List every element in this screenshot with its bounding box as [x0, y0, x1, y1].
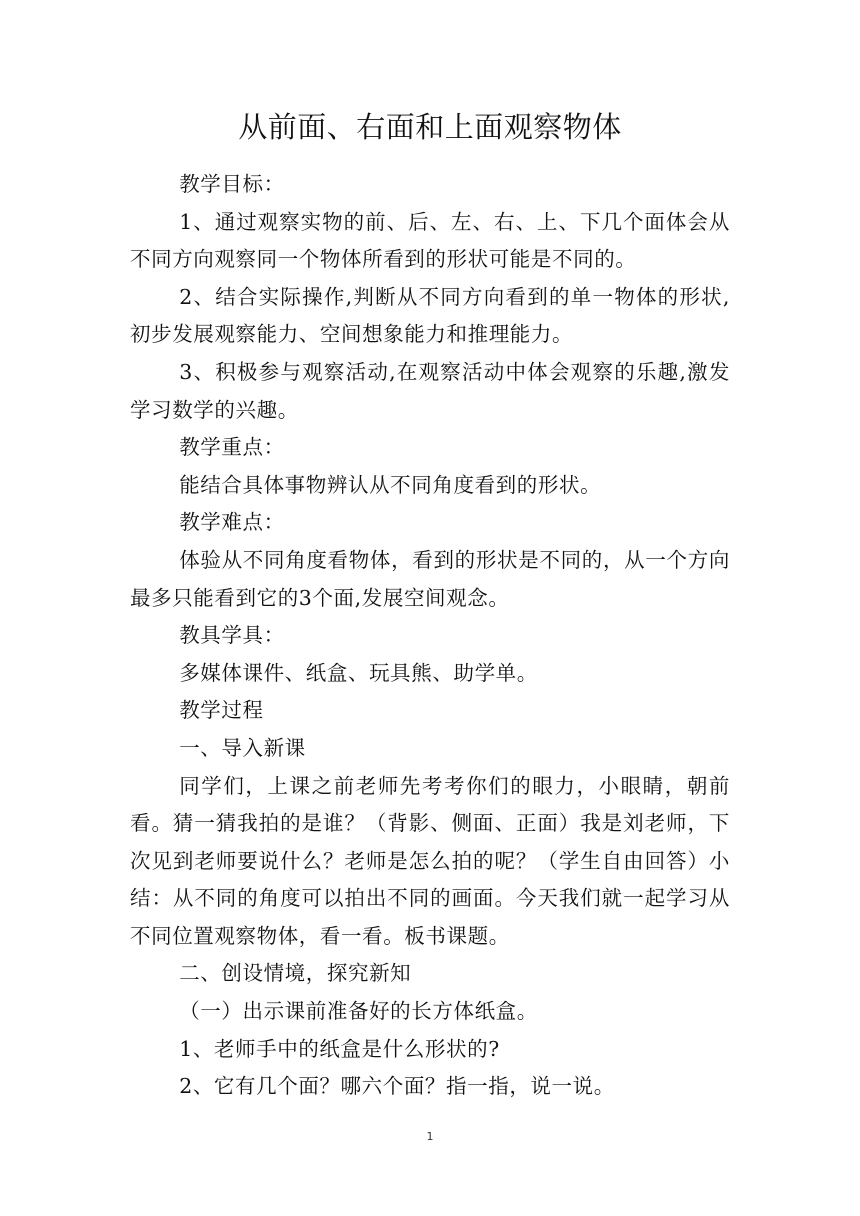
paragraph-section-1-heading: 一、导入新课: [179, 735, 306, 760]
paragraph-question-2: 2、它有几个面？哪六个面？指一指，说一说。: [179, 1074, 615, 1099]
page-number: 1: [426, 1130, 434, 1143]
paragraph-objectives-heading: 教学目标：: [179, 172, 285, 196]
paragraph-question-1: 1、老师手中的纸盒是什么形状的?: [179, 1036, 500, 1061]
paragraph-process-heading: 教学过程: [179, 698, 264, 723]
paragraph-subsection-1: （一）出示课前准备好的长方体纸盒。: [179, 999, 538, 1024]
paragraph-materials-heading: 教具学具：: [179, 623, 285, 648]
paragraph-materials: 多媒体课件、纸盒、玩具熊、助学单。: [179, 660, 538, 685]
paragraph-introduction: 同学们，上课之前老师先考考你们的眼力，小眼睛，朝前看。猜一猜我拍的是谁？（背影、侧面、正面）我是刘老师，下次见到老师要说什么？老师是怎么拍的呢？（学生自由回答）小结：从不同的角度可以拍出不同的画面。今天我们就一起学习从不同位置观察物体，看一看。板书课题。: [130, 773, 730, 948]
paragraph-difficulties: 体验从不同角度看物体，看到的形状是不同的，从一个方向最多只能看到它的3个面,发展空间观念。: [130, 547, 730, 610]
paragraph-objective-1: 1、通过观察实物的前、后、左、右、上、下几个面体会从不同方向观察同一个物体所看到的形状可能是不同的。: [130, 209, 730, 272]
document-title: 从前面、右面和上面观察物体: [238, 110, 622, 144]
paragraph-key-points-heading: 教学重点：: [179, 435, 285, 460]
document-page: [130, 100, 730, 1106]
paragraph-section-2-heading: 二、创设情境，探究新知: [179, 961, 412, 986]
paragraph-objective-2: 2、结合实际操作,判断从不同方向看到的单一物体的形状,初步发展观察能力、空间想象能力和推理能力。: [130, 284, 730, 347]
paragraph-difficulties-heading: 教学难点：: [179, 510, 285, 535]
paragraph-key-points: 能结合具体事物辨认从不同角度看到的形状。: [179, 472, 602, 497]
paragraph-objective-3: 3、积极参与观察活动,在观察活动中体会观察的乐趣,激发学习数学的兴趣。: [130, 359, 730, 422]
